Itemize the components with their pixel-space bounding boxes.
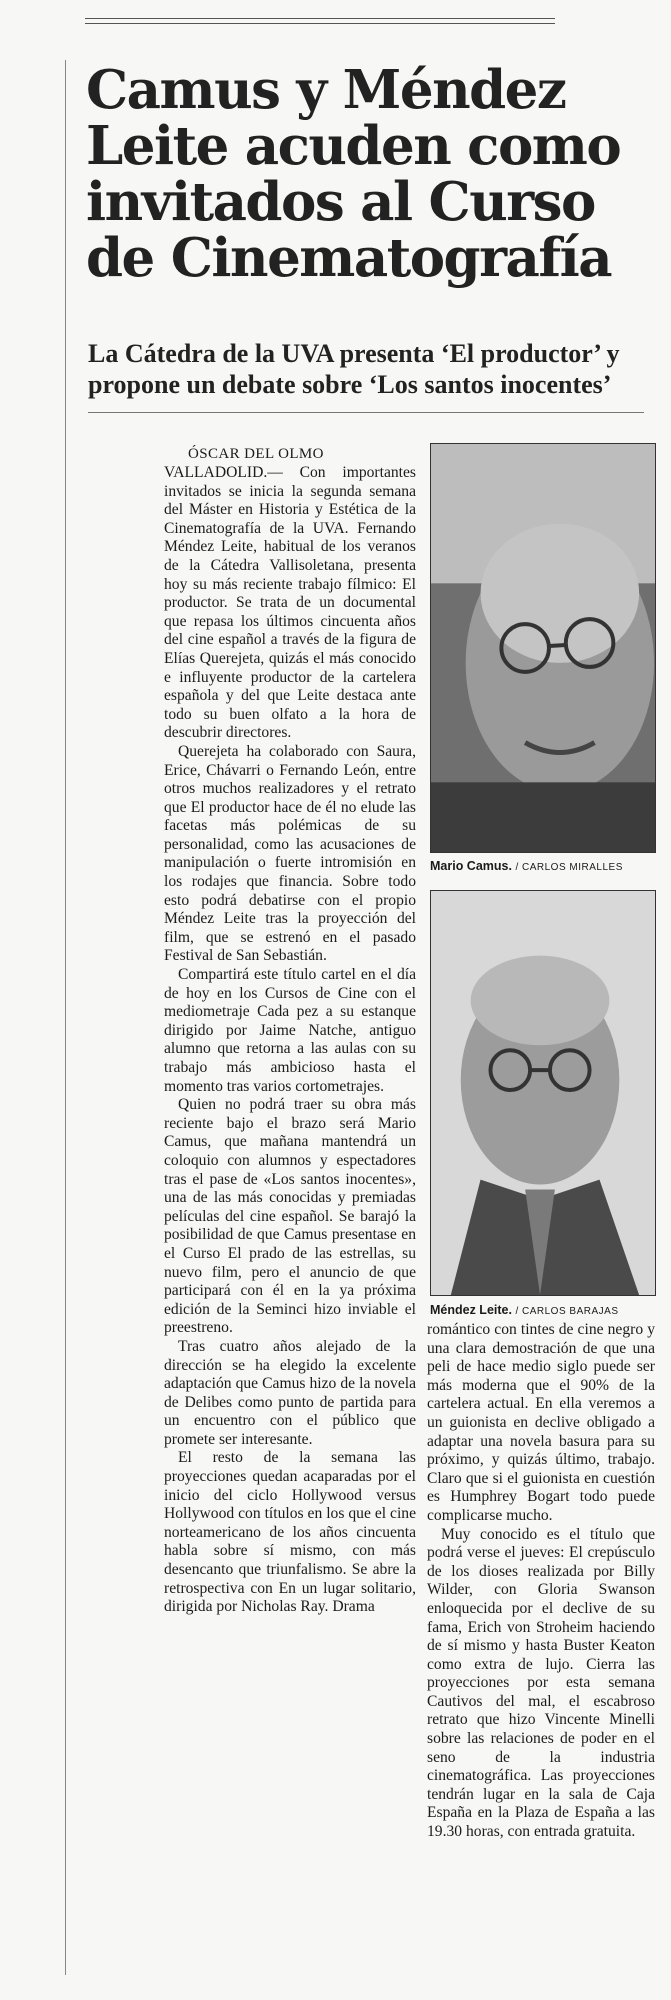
headline-line: Leite acuden como (86, 115, 621, 177)
photo-mario-camus (430, 443, 656, 853)
photo-caption (430, 859, 623, 873)
paragraph: Compartirá este título cartel en el día de hoy en los Cursos de Cine con el mediometraje Cada pez a su estanque dirigido por Jaime Natche, antiguo alumno que retorna a las aulas con su trabajo más ambicioso hasta el momento tras varios cortometrajes. (164, 966, 416, 1095)
column-divider (65, 60, 66, 1975)
top-rule-secondary (85, 23, 555, 24)
subheadline-line: La Cátedra de la UVA presenta ‘El productor’ y (88, 339, 620, 368)
headline-line: Camus y Méndez (86, 59, 566, 121)
paragraph: Querejeta ha colaborado con Saura, Erice, Chávarri o Fernando León, entre otros muchos realizadores y el retrato que El productor hace de él no elude las facetas más polémicas de su personalidad, como las acusaciones de manipulación o fuerte intromisión en los rodajes que financia. Sobre todo esto podrá debatirse con el propio Méndez Leite tras la proyección del film, que se estrenó en el pasado Festival de San Sebastián. (164, 742, 416, 965)
paragraph: romántico con tintes de cine negro y una clara demostración de que una peli de hace medio siglo puede ser más moderna que el 90% de la cartelera actual. En ella veremos a un guionista en declive obligado a adaptar una novela basura para su próximo, y quizás último, trabajo. Claro que si el guionista en cuestión es Humphrey Bogart todo puede complicarse mucho. (427, 1321, 655, 1524)
caption-name: Mario Camus. (430, 859, 512, 873)
paragraph: Tras cuatro años alejado de la dirección se ha elegido la excelente adaptación que Camus hizo de la novela de Delibes como punto de partida para un encuentro con el público que promete ser interesante. (164, 1337, 416, 1448)
top-rule (85, 18, 555, 19)
paragraph: Muy conocido es el título que podrá verse el jueves: El crepúsculo de los dioses realizada por Billy Wilder, con Gloria Swanson enloquecida por el declive de su fama, Erich von Stroheim haciendo de sí mismo y hasta Buster Keaton como extra de lujo. Cierra las proyecciones por esta semana Cautivos del mal, el escabroso retrato que hizo Vincente Minelli sobre las relaciones de poder en el seno de la industria cinematográfica. Las proyecciones tendrán lugar en la sala de Caja España en la Plaza de España a las 19.30 horas, con entrada gratuita. (427, 1525, 655, 1841)
headline-line: de Cinematografía (86, 227, 612, 289)
byline: ÓSCAR DEL OLMO (188, 446, 324, 462)
paragraph: El resto de la semana las proyecciones quedan acaparadas por el inicio del ciclo Hollywood versus Hollywood con títulos en los que el cine norteamericano de los años cincuenta habla sobre sí mismo, con más desencanto que triunfalismo. Se abre la retrospectiva con En un lugar solitario, dirigida por Nicholas Ray. Drama (164, 1449, 416, 1616)
subheadline (88, 338, 648, 400)
headline-line: invitados al Curso (86, 171, 595, 233)
subheadline-line: propone un debate sobre ‘Los santos inocentes’ (88, 370, 612, 399)
photo-mendez-leite (430, 890, 656, 1296)
caption-credit: / CARLOS MIRALLES (515, 862, 623, 873)
caption-credit: / CARLOS BARAJAS (515, 1306, 619, 1317)
paragraph: VALLADOLID.— Con importantes invitados se inicia la segunda semana del Máster en Historia y Estética de la Cinematografía de la UVA. Fernando Méndez Leite, habitual de los veranos de la Cátedra Vallisoletana, presenta hoy su más reciente trabajo fílmico: El productor. Se trata de un documental que repasa los últimos cincuenta años del cine español a través de la figura de Elías Querejeta, quizás el más conocido e influyente productor de la cartelera española y del que Leite destaca ante todo su buen olfato a la hora de descubrir directores. (164, 464, 416, 742)
photo-caption (430, 1303, 618, 1317)
article-column-right (427, 1321, 655, 1842)
subheadline-rule (88, 412, 644, 413)
paragraph: Quien no podrá traer su obra más reciente bajo el brazo será Mario Camus, que mañana mantendrá un coloquio con alumnos y espectadores tras el pase de «Los santos inocentes», una de las más conocidas y premiadas películas del cine español. Se barajó la posibilidad de que Camus presentase en el Curso El prado de las estrellas, su nuevo film, pero el anuncio de que participará con él en la ya próxima edición de la Seminci hizo inviable el preestreno. (164, 1096, 416, 1337)
caption-name: Méndez Leite. (430, 1303, 512, 1317)
headline (86, 59, 646, 289)
article-column-left (164, 464, 416, 1617)
